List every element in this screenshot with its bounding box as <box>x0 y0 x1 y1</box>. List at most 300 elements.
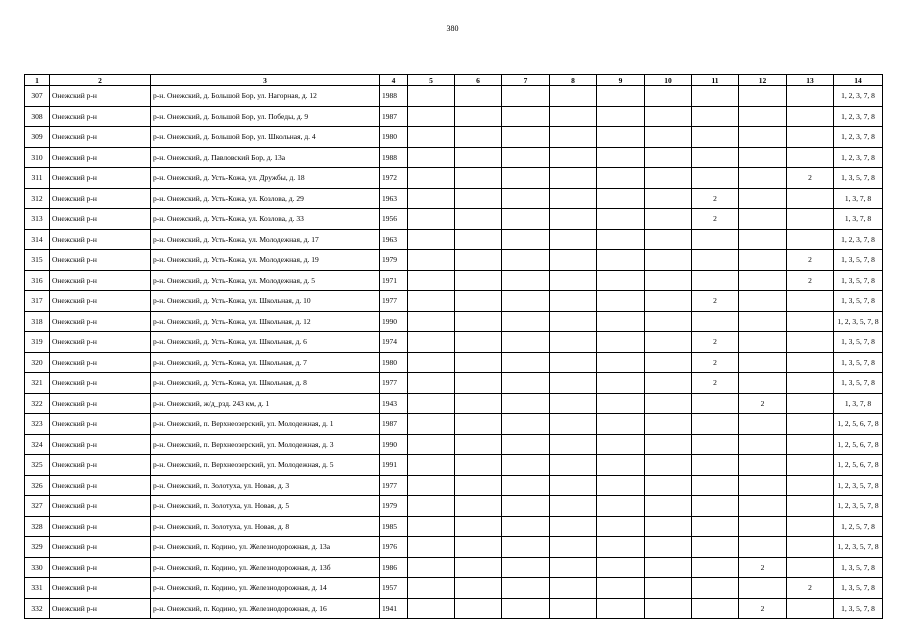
col7-cell <box>502 291 550 312</box>
col7-cell <box>502 414 550 435</box>
col9-cell <box>597 209 645 230</box>
col9-cell <box>597 127 645 148</box>
col11-cell <box>692 434 739 455</box>
address-cell: р-н. Онежский, д. Усть-Кожа, ул. Школьная, д. 8 <box>151 373 380 394</box>
year-cell: 1979 <box>380 250 408 271</box>
col6-cell <box>455 86 502 107</box>
col11-cell <box>692 455 739 476</box>
col8-cell <box>550 229 597 250</box>
col12-cell: 2 <box>739 598 787 619</box>
year-cell: 1977 <box>380 373 408 394</box>
table-row <box>25 598 883 619</box>
col13-cell: 2 <box>787 270 834 291</box>
col6-cell <box>455 229 502 250</box>
district-cell: Онежский р-н <box>50 209 151 230</box>
row-number: 315 <box>25 250 50 271</box>
col10-cell <box>645 578 692 599</box>
table-row <box>25 393 883 414</box>
row-number: 320 <box>25 352 50 373</box>
row-number: 316 <box>25 270 50 291</box>
col7-cell <box>502 598 550 619</box>
housing-register-table <box>24 74 883 619</box>
district-cell: Онежский р-н <box>50 414 151 435</box>
col10-cell <box>645 229 692 250</box>
table-row <box>25 373 883 394</box>
district-cell: Онежский р-н <box>50 475 151 496</box>
col9-cell <box>597 475 645 496</box>
col7-cell <box>502 250 550 271</box>
col10-cell <box>645 373 692 394</box>
district-cell: Онежский р-н <box>50 250 151 271</box>
codes-cell: 1, 3, 5, 7, 8 <box>834 291 883 312</box>
codes-cell: 1, 2, 5, 6, 7, 8 <box>834 414 883 435</box>
col10-cell <box>645 106 692 127</box>
col6-cell <box>455 291 502 312</box>
col5-cell <box>408 106 455 127</box>
table-row <box>25 414 883 435</box>
district-cell: Онежский р-н <box>50 332 151 353</box>
address-cell: р-н. Онежский, д. Усть-Кожа, ул. Козлова, д. 33 <box>151 209 380 230</box>
year-cell: 1941 <box>380 598 408 619</box>
address-cell: р-н. Онежский, п. Кодино, ул. Железнодорожная, д. 16 <box>151 598 380 619</box>
year-cell: 1972 <box>380 168 408 189</box>
row-number: 314 <box>25 229 50 250</box>
row-number: 313 <box>25 209 50 230</box>
col11-cell: 2 <box>692 209 739 230</box>
col11-cell <box>692 229 739 250</box>
col10-cell <box>645 311 692 332</box>
col8-cell <box>550 106 597 127</box>
col6-cell <box>455 598 502 619</box>
district-cell: Онежский р-н <box>50 106 151 127</box>
district-cell: Онежский р-н <box>50 598 151 619</box>
codes-cell: 1, 3, 5, 7, 8 <box>834 373 883 394</box>
col12-cell: 2 <box>739 557 787 578</box>
col6-cell <box>455 332 502 353</box>
table-row <box>25 270 883 291</box>
col13-cell: 2 <box>787 250 834 271</box>
col13-cell <box>787 291 834 312</box>
col6-cell <box>455 557 502 578</box>
year-cell: 1990 <box>380 434 408 455</box>
col12-cell <box>739 352 787 373</box>
codes-cell: 1, 3, 5, 7, 8 <box>834 598 883 619</box>
col7-cell <box>502 496 550 517</box>
year-cell: 1963 <box>380 229 408 250</box>
col5-cell <box>408 434 455 455</box>
col7-cell <box>502 229 550 250</box>
address-cell: р-н. Онежский, п. Золотуха, ул. Новая, д. 5 <box>151 496 380 517</box>
col11-cell <box>692 557 739 578</box>
col11-cell <box>692 168 739 189</box>
col10-cell <box>645 168 692 189</box>
row-number: 329 <box>25 537 50 558</box>
table-row <box>25 188 883 209</box>
codes-cell: 1, 3, 5, 7, 8 <box>834 557 883 578</box>
col5-cell <box>408 291 455 312</box>
col9-cell <box>597 291 645 312</box>
col12-cell <box>739 537 787 558</box>
column-header-12: 12 <box>739 75 787 86</box>
district-cell: Онежский р-н <box>50 434 151 455</box>
col11-cell <box>692 516 739 537</box>
col9-cell <box>597 352 645 373</box>
col7-cell <box>502 332 550 353</box>
col9-cell <box>597 147 645 168</box>
col8-cell <box>550 270 597 291</box>
col11-cell: 2 <box>692 291 739 312</box>
col13-cell <box>787 147 834 168</box>
codes-cell: 1, 2, 5, 6, 7, 8 <box>834 455 883 476</box>
address-cell: р-н. Онежский, п. Верхнеозерский, ул. Молодежная, д. 3 <box>151 434 380 455</box>
address-cell: р-н. Онежский, ж/д_рзд. 243 км, д. 1 <box>151 393 380 414</box>
col9-cell <box>597 537 645 558</box>
col7-cell <box>502 578 550 599</box>
col9-cell <box>597 270 645 291</box>
year-cell: 1985 <box>380 516 408 537</box>
col12-cell <box>739 311 787 332</box>
col13-cell <box>787 106 834 127</box>
address-cell: р-н. Онежский, д. Большой Бор, ул. Нагорная, д. 12 <box>151 86 380 107</box>
col12-cell <box>739 475 787 496</box>
district-cell: Онежский р-н <box>50 168 151 189</box>
col6-cell <box>455 393 502 414</box>
col9-cell <box>597 393 645 414</box>
col10-cell <box>645 291 692 312</box>
year-cell: 1956 <box>380 209 408 230</box>
col6-cell <box>455 188 502 209</box>
col5-cell <box>408 598 455 619</box>
column-header-2: 2 <box>50 75 151 86</box>
district-cell: Онежский р-н <box>50 127 151 148</box>
codes-cell: 1, 2, 3, 7, 8 <box>834 86 883 107</box>
col13-cell <box>787 229 834 250</box>
codes-cell: 1, 2, 3, 7, 8 <box>834 106 883 127</box>
col5-cell <box>408 270 455 291</box>
address-cell: р-н. Онежский, п. Верхнеозерский, ул. Молодежная, д. 5 <box>151 455 380 476</box>
address-cell: р-н. Онежский, п. Золотуха, ул. Новая, д. 8 <box>151 516 380 537</box>
col7-cell <box>502 393 550 414</box>
codes-cell: 1, 2, 3, 7, 8 <box>834 147 883 168</box>
col7-cell <box>502 147 550 168</box>
row-number: 331 <box>25 578 50 599</box>
row-number: 332 <box>25 598 50 619</box>
row-number: 326 <box>25 475 50 496</box>
address-cell: р-н. Онежский, д. Усть-Кожа, ул. Школьная, д. 10 <box>151 291 380 312</box>
codes-cell: 1, 3, 5, 7, 8 <box>834 270 883 291</box>
year-cell: 1957 <box>380 578 408 599</box>
row-number: 307 <box>25 86 50 107</box>
col9-cell <box>597 414 645 435</box>
col11-cell <box>692 496 739 517</box>
col8-cell <box>550 393 597 414</box>
year-cell: 1976 <box>380 537 408 558</box>
col8-cell <box>550 434 597 455</box>
row-number: 319 <box>25 332 50 353</box>
col7-cell <box>502 537 550 558</box>
table-row <box>25 147 883 168</box>
col9-cell <box>597 86 645 107</box>
col11-cell <box>692 578 739 599</box>
col7-cell <box>502 455 550 476</box>
col13-cell <box>787 393 834 414</box>
year-cell: 1990 <box>380 311 408 332</box>
col8-cell <box>550 475 597 496</box>
address-cell: р-н. Онежский, д. Усть-Кожа, ул. Молодежная, д. 5 <box>151 270 380 291</box>
year-cell: 1974 <box>380 332 408 353</box>
col5-cell <box>408 414 455 435</box>
col9-cell <box>597 557 645 578</box>
col5-cell <box>408 475 455 496</box>
col5-cell <box>408 332 455 353</box>
col10-cell <box>645 496 692 517</box>
col8-cell <box>550 516 597 537</box>
col11-cell <box>692 414 739 435</box>
col10-cell <box>645 352 692 373</box>
col13-cell: 2 <box>787 578 834 599</box>
col5-cell <box>408 311 455 332</box>
district-cell: Онежский р-н <box>50 537 151 558</box>
district-cell: Онежский р-н <box>50 352 151 373</box>
col8-cell <box>550 147 597 168</box>
table-row <box>25 209 883 230</box>
col8-cell <box>550 311 597 332</box>
address-cell: р-н. Онежский, д. Усть-Кожа, ул. Молодежная, д. 19 <box>151 250 380 271</box>
table-row <box>25 455 883 476</box>
col10-cell <box>645 434 692 455</box>
col11-cell <box>692 147 739 168</box>
year-cell: 1977 <box>380 475 408 496</box>
col9-cell <box>597 229 645 250</box>
col13-cell <box>787 414 834 435</box>
column-header-7: 7 <box>502 75 550 86</box>
col7-cell <box>502 475 550 496</box>
address-cell: р-н. Онежский, п. Золотуха, ул. Новая, д. 3 <box>151 475 380 496</box>
col6-cell <box>455 578 502 599</box>
address-cell: р-н. Онежский, п. Верхнеозерский, ул. Молодежная, д. 1 <box>151 414 380 435</box>
year-cell: 1977 <box>380 291 408 312</box>
col6-cell <box>455 516 502 537</box>
col10-cell <box>645 332 692 353</box>
district-cell: Онежский р-н <box>50 578 151 599</box>
col5-cell <box>408 127 455 148</box>
col7-cell <box>502 373 550 394</box>
column-header-11: 11 <box>692 75 739 86</box>
col5-cell <box>408 578 455 599</box>
col6-cell <box>455 147 502 168</box>
codes-cell: 1, 2, 3, 7, 8 <box>834 127 883 148</box>
codes-cell: 1, 3, 5, 7, 8 <box>834 168 883 189</box>
column-header-14: 14 <box>834 75 883 86</box>
col8-cell <box>550 127 597 148</box>
col11-cell <box>692 475 739 496</box>
col8-cell <box>550 209 597 230</box>
address-cell: р-н. Онежский, д. Большой Бор, ул. Школьная, д. 4 <box>151 127 380 148</box>
address-cell: р-н. Онежский, д. Усть-Кожа, ул. Козлова, д. 29 <box>151 188 380 209</box>
table-row <box>25 127 883 148</box>
col6-cell <box>455 434 502 455</box>
district-cell: Онежский р-н <box>50 147 151 168</box>
col13-cell <box>787 188 834 209</box>
table-row <box>25 311 883 332</box>
col7-cell <box>502 106 550 127</box>
col13-cell <box>787 496 834 517</box>
col12-cell <box>739 209 787 230</box>
address-cell: р-н. Онежский, д. Усть-Кожа, ул. Школьная, д. 7 <box>151 352 380 373</box>
col5-cell <box>408 496 455 517</box>
col6-cell <box>455 168 502 189</box>
column-header-3: 3 <box>151 75 380 86</box>
col6-cell <box>455 270 502 291</box>
col7-cell <box>502 434 550 455</box>
col5-cell <box>408 168 455 189</box>
codes-cell: 1, 3, 7, 8 <box>834 188 883 209</box>
col11-cell: 2 <box>692 188 739 209</box>
col5-cell <box>408 516 455 537</box>
col9-cell <box>597 455 645 476</box>
codes-cell: 1, 3, 5, 7, 8 <box>834 332 883 353</box>
table-row <box>25 475 883 496</box>
row-number: 308 <box>25 106 50 127</box>
col8-cell <box>550 496 597 517</box>
year-cell: 1987 <box>380 414 408 435</box>
col11-cell: 2 <box>692 352 739 373</box>
district-cell: Онежский р-н <box>50 311 151 332</box>
page-number: 380 <box>446 24 459 33</box>
row-number: 322 <box>25 393 50 414</box>
table-row <box>25 557 883 578</box>
col9-cell <box>597 250 645 271</box>
col9-cell <box>597 188 645 209</box>
col13-cell <box>787 598 834 619</box>
col12-cell <box>739 147 787 168</box>
col13-cell <box>787 311 834 332</box>
col12-cell <box>739 127 787 148</box>
col12-cell <box>739 373 787 394</box>
codes-cell: 1, 2, 3, 7, 8 <box>834 229 883 250</box>
year-cell: 1979 <box>380 496 408 517</box>
col12-cell <box>739 578 787 599</box>
year-cell: 1980 <box>380 127 408 148</box>
row-number: 317 <box>25 291 50 312</box>
col8-cell <box>550 414 597 435</box>
col11-cell <box>692 86 739 107</box>
codes-cell: 1, 2, 5, 6, 7, 8 <box>834 434 883 455</box>
column-header-8: 8 <box>550 75 597 86</box>
row-number: 325 <box>25 455 50 476</box>
codes-cell: 1, 2, 5, 7, 8 <box>834 516 883 537</box>
col7-cell <box>502 270 550 291</box>
col6-cell <box>455 475 502 496</box>
col7-cell <box>502 86 550 107</box>
column-header-9: 9 <box>597 75 645 86</box>
col6-cell <box>455 414 502 435</box>
district-cell: Онежский р-н <box>50 86 151 107</box>
col10-cell <box>645 516 692 537</box>
column-header-6: 6 <box>455 75 502 86</box>
address-cell: р-н. Онежский, п. Кодино, ул. Железнодорожная, д. 13а <box>151 537 380 558</box>
col6-cell <box>455 537 502 558</box>
col12-cell <box>739 496 787 517</box>
col8-cell <box>550 578 597 599</box>
col5-cell <box>408 393 455 414</box>
col6-cell <box>455 373 502 394</box>
col8-cell <box>550 250 597 271</box>
district-cell: Онежский р-н <box>50 270 151 291</box>
col5-cell <box>408 229 455 250</box>
district-cell: Онежский р-н <box>50 393 151 414</box>
codes-cell: 1, 2, 3, 5, 7, 8 <box>834 311 883 332</box>
codes-cell: 1, 2, 3, 5, 7, 8 <box>834 496 883 517</box>
col13-cell <box>787 537 834 558</box>
col13-cell <box>787 373 834 394</box>
col12-cell <box>739 516 787 537</box>
column-header-5: 5 <box>408 75 455 86</box>
row-number: 328 <box>25 516 50 537</box>
year-cell: 1943 <box>380 393 408 414</box>
address-cell: р-н. Онежский, п. Кодино, ул. Железнодорожная, д. 13б <box>151 557 380 578</box>
col6-cell <box>455 311 502 332</box>
district-cell: Онежский р-н <box>50 291 151 312</box>
table-row <box>25 537 883 558</box>
col13-cell <box>787 434 834 455</box>
col8-cell <box>550 291 597 312</box>
col12-cell: 2 <box>739 393 787 414</box>
row-number: 327 <box>25 496 50 517</box>
col9-cell <box>597 598 645 619</box>
col12-cell <box>739 434 787 455</box>
col9-cell <box>597 373 645 394</box>
col11-cell <box>692 393 739 414</box>
address-cell: р-н. Онежский, д. Усть-Кожа, ул. Молодежная, д. 17 <box>151 229 380 250</box>
codes-cell: 1, 2, 3, 5, 7, 8 <box>834 537 883 558</box>
col7-cell <box>502 352 550 373</box>
col12-cell <box>739 86 787 107</box>
col12-cell <box>739 250 787 271</box>
col7-cell <box>502 311 550 332</box>
col10-cell <box>645 557 692 578</box>
col7-cell <box>502 209 550 230</box>
col10-cell <box>645 455 692 476</box>
district-cell: Онежский р-н <box>50 455 151 476</box>
col8-cell <box>550 352 597 373</box>
codes-cell: 1, 3, 7, 8 <box>834 209 883 230</box>
col10-cell <box>645 250 692 271</box>
row-number: 312 <box>25 188 50 209</box>
col13-cell <box>787 455 834 476</box>
col10-cell <box>645 209 692 230</box>
table-row <box>25 229 883 250</box>
col10-cell <box>645 598 692 619</box>
col10-cell <box>645 147 692 168</box>
table-row <box>25 86 883 107</box>
year-cell: 1988 <box>380 86 408 107</box>
col6-cell <box>455 352 502 373</box>
col9-cell <box>597 516 645 537</box>
col6-cell <box>455 455 502 476</box>
col6-cell <box>455 496 502 517</box>
col11-cell: 2 <box>692 373 739 394</box>
col11-cell <box>692 270 739 291</box>
col11-cell <box>692 250 739 271</box>
col5-cell <box>408 250 455 271</box>
row-number: 310 <box>25 147 50 168</box>
col5-cell <box>408 86 455 107</box>
table-row <box>25 168 883 189</box>
table-row <box>25 352 883 373</box>
row-number: 309 <box>25 127 50 148</box>
codes-cell: 1, 3, 5, 7, 8 <box>834 250 883 271</box>
